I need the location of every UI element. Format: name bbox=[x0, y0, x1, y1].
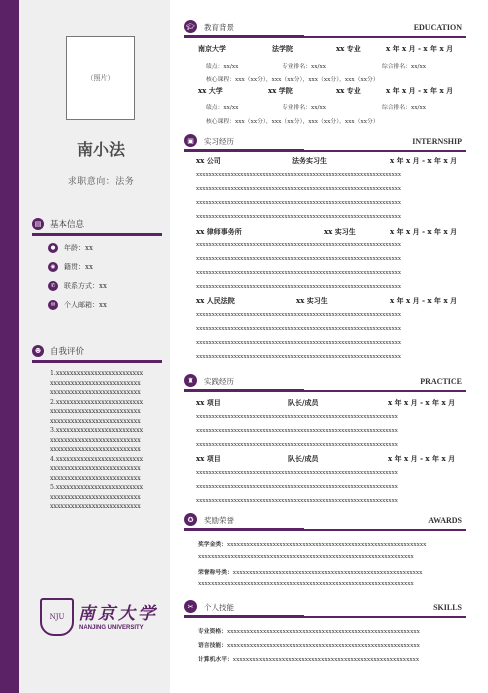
phone-icon: ✆ bbox=[48, 281, 58, 291]
award-item bbox=[198, 581, 464, 587]
basic-info-heading bbox=[32, 218, 84, 230]
university-seal-icon bbox=[40, 598, 74, 636]
edu-period: x 年 x 月 - x 年 x 月 bbox=[386, 86, 454, 95]
eval-line: 3.xxxxxxxxxxxxxxxxxxxxxxxxx bbox=[50, 427, 144, 434]
practice-org: xx 项目 bbox=[196, 454, 221, 463]
practice-role: 队长/成员 bbox=[288, 454, 319, 463]
intern-desc-line: xxxxxxxxxxxxxxxxxxxxxxxxxxxxxxxxxxxxxxxxxxxxxxxxxxxxxxxxxxxxxxxxx bbox=[196, 214, 402, 220]
practice-title-cn: 实践经历 bbox=[204, 377, 234, 386]
candidate-name: 南小法 bbox=[76, 140, 125, 159]
eval-line: xxxxxxxxxxxxxxxxxxxxxxxxxx bbox=[50, 436, 141, 444]
award-value: xxxxxxxxxxxxxxxxxxxxxxxxxxxxxxxxxxxxxxxxxxxxxxxxxxxxxxxxxx bbox=[232, 570, 423, 576]
edu-rank: 专业排名：xx/xx bbox=[282, 64, 327, 70]
edu-major: xx 专业 bbox=[336, 86, 361, 95]
intern-desc-line: xxxxxxxxxxxxxxxxxxxxxxxxxxxxxxxxxxxxxxxxxxxxxxxxxxxxxxxxxxxxxxxxx bbox=[196, 200, 402, 206]
intern-role: xx 实习生 bbox=[296, 296, 328, 305]
eval-line: xxxxxxxxxxxxxxxxxxxxxxxxxx bbox=[50, 493, 141, 501]
awards-title-cn: 奖励荣誉 bbox=[204, 516, 234, 525]
skill-value: xxxxxxxxxxxxxxxxxxxxxxxxxxxxxxxxxxxxxxxxxxxxxxxxxxxxxxxxxxx bbox=[227, 643, 420, 649]
award-label: 荣誉称号类： bbox=[198, 570, 233, 576]
skill-value: xxxxxxxxxxxxxxxxxxxxxxxxxxxxxxxxxxxxxxxxxxxxxxxxxxxxxxxxx bbox=[232, 657, 420, 663]
internship-title-cn: 实习经历 bbox=[204, 137, 234, 146]
intern-desc-line: xxxxxxxxxxxxxxxxxxxxxxxxxxxxxxxxxxxxxxxxxxxxxxxxxxxxxxxxxxxxxxxxx bbox=[196, 186, 402, 192]
info-row-age bbox=[48, 243, 93, 253]
info-email: 个人邮箱：xx bbox=[64, 301, 107, 309]
person-icon: ● bbox=[48, 243, 58, 253]
location-icon: ◉ bbox=[48, 262, 58, 272]
intern-desc-line: xxxxxxxxxxxxxxxxxxxxxxxxxxxxxxxxxxxxxxxxxxxxxxxxxxxxxxxxxxxxxxxxx bbox=[196, 340, 402, 346]
section-rule bbox=[184, 149, 466, 152]
self-eval-rule bbox=[32, 360, 162, 363]
practice-desc-line: xxxxxxxxxxxxxxxxxxxxxxxxxxxxxxxxxxxxxxxxxxxxxxxxxxxxxxxxxxxxxxxx bbox=[196, 442, 398, 448]
intern-desc-line: xxxxxxxxxxxxxxxxxxxxxxxxxxxxxxxxxxxxxxxxxxxxxxxxxxxxxxxxxxxxxxxxx bbox=[196, 172, 402, 178]
edu-period: x 年 x 月 - x 年 x 月 bbox=[386, 44, 454, 53]
practice-desc-line: xxxxxxxxxxxxxxxxxxxxxxxxxxxxxxxxxxxxxxxxxxxxxxxxxxxxxxxxxxxxxxxx bbox=[196, 428, 398, 434]
award-item bbox=[198, 567, 464, 576]
info-phone: 联系方式：xx bbox=[64, 282, 107, 290]
award-item bbox=[198, 554, 464, 560]
edu-school: xx 大学 bbox=[198, 86, 223, 95]
practice-period: x 年 x 月 - x 年 x 月 bbox=[388, 398, 456, 407]
intern-desc-line: xxxxxxxxxxxxxxxxxxxxxxxxxxxxxxxxxxxxxxxxxxxxxxxxxxxxxxxxxxxxxxxxx bbox=[196, 312, 402, 318]
eval-line: xxxxxxxxxxxxxxxxxxxxxxxxxx bbox=[50, 417, 141, 425]
skill-label: 专业资格： bbox=[198, 629, 227, 635]
award-value: xxxxxxxxxxxxxxxxxxxxxxxxxxxxxxxxxxxxxxxxxxxxxxxxxxxxxxxxxxxxxxxxxx bbox=[198, 581, 414, 587]
eval-line: xxxxxxxxxxxxxxxxxxxxxxxxxx bbox=[50, 446, 141, 453]
medal-icon: ✪ bbox=[184, 513, 197, 526]
edu-overall: 综合排名：xx/xx bbox=[382, 105, 427, 111]
intern-role: 法务实习生 bbox=[292, 156, 327, 165]
intern-desc-line: xxxxxxxxxxxxxxxxxxxxxxxxxxxxxxxxxxxxxxxxxxxxxxxxxxxxxxxxxxxxxxxxx bbox=[196, 326, 402, 332]
info-row-email bbox=[48, 300, 107, 310]
practice-desc-line: xxxxxxxxxxxxxxxxxxxxxxxxxxxxxxxxxxxxxxxxxxxxxxxxxxxxxxxxxxxxxxxx bbox=[196, 470, 398, 476]
practice-desc-line: xxxxxxxxxxxxxxxxxxxxxxxxxxxxxxxxxxxxxxxxxxxxxxxxxxxxxxxxxxxxxxxx bbox=[196, 498, 398, 504]
graduation-cap-icon: 🎓︎ bbox=[184, 20, 197, 33]
awards-section bbox=[184, 513, 466, 587]
eval-line: 1.xxxxxxxxxxxxxxxxxxxxxxxxx bbox=[50, 370, 144, 377]
award-value: xxxxxxxxxxxxxxxxxxxxxxxxxxxxxxxxxxxxxxxxxxxxxxxxxxxxxxxxxxxxx bbox=[227, 542, 427, 548]
mail-icon: ✉ bbox=[48, 300, 58, 310]
education-title-en: EDUCATION bbox=[413, 23, 462, 32]
practice-desc-line: xxxxxxxxxxxxxxxxxxxxxxxxxxxxxxxxxxxxxxxxxxxxxxxxxxxxxxxxxxxxxxxx bbox=[196, 414, 398, 420]
logo-cn: 南京大学 bbox=[78, 604, 158, 624]
photo-label: （照片） bbox=[86, 74, 115, 82]
skill-item bbox=[198, 626, 464, 635]
edu-rank: 专业排名：xx/xx bbox=[282, 105, 327, 111]
university-logo bbox=[40, 598, 160, 638]
skill-label: 语言技能： bbox=[198, 643, 227, 649]
intern-period: x 年 x 月 - x 年 x 月 bbox=[390, 296, 458, 305]
award-value: xxxxxxxxxxxxxxxxxxxxxxxxxxxxxxxxxxxxxxxxxxxxxxxxxxxxxxxxxxxxxxxxxx bbox=[198, 554, 414, 560]
id-card-icon: ▤ bbox=[32, 218, 44, 230]
internship-section bbox=[184, 134, 466, 360]
edu-college: xx 学院 bbox=[268, 86, 293, 95]
edu-gpa: 绩点：xx/xx bbox=[206, 64, 239, 70]
internship-title-en: INTERNSHIP bbox=[412, 137, 462, 146]
section-rule bbox=[184, 615, 466, 618]
eval-line: 2.xxxxxxxxxxxxxxxxxxxxxxxxx bbox=[50, 398, 144, 406]
eval-line: 5.xxxxxxxxxxxxxxxxxxxxxxxxx bbox=[50, 484, 144, 491]
practice-section bbox=[184, 374, 466, 504]
skill-item bbox=[198, 640, 464, 649]
intern-role: xx 实习生 bbox=[324, 227, 356, 236]
self-eval-title: 自我评价 bbox=[50, 347, 85, 357]
edu-major: xx 专业 bbox=[336, 44, 361, 53]
seal-text: NJU bbox=[49, 613, 65, 621]
basic-info-title: 基本信息 bbox=[50, 220, 85, 230]
people-icon: ☻ bbox=[32, 345, 44, 357]
briefcase-icon: ▣ bbox=[184, 134, 197, 147]
self-eval-text bbox=[50, 369, 160, 512]
tools-icon: ✂ bbox=[184, 600, 197, 613]
eval-line: 4.xxxxxxxxxxxxxxxxxxxxxxxxx bbox=[50, 455, 144, 463]
intern-org: xx 人民法院 bbox=[196, 296, 235, 305]
skill-item bbox=[198, 654, 464, 663]
eval-line: xxxxxxxxxxxxxxxxxxxxxxxxxx bbox=[50, 389, 141, 396]
practice-title-en: PRACTICE bbox=[420, 377, 462, 386]
intern-org: xx 公司 bbox=[196, 156, 221, 165]
job-intent: 求职意向：法务 bbox=[67, 177, 135, 187]
skill-value: xxxxxxxxxxxxxxxxxxxxxxxxxxxxxxxxxxxxxxxxxxxxxxxxxxxxxxxxxxx bbox=[227, 629, 420, 635]
eval-line: xxxxxxxxxxxxxxxxxxxxxxxxxx bbox=[50, 379, 141, 387]
award-label: 奖学金类： bbox=[198, 542, 227, 548]
intern-desc-line: xxxxxxxxxxxxxxxxxxxxxxxxxxxxxxxxxxxxxxxxxxxxxxxxxxxxxxxxxxxxxxxxx bbox=[196, 284, 402, 290]
section-rule bbox=[184, 389, 466, 392]
award-item bbox=[198, 539, 464, 548]
practice-org: xx 项目 bbox=[196, 398, 221, 407]
info-age: 年龄：xx bbox=[64, 244, 93, 252]
edu-school: 南京大学 bbox=[198, 44, 226, 53]
edu-gpa: 绩点：xx/xx bbox=[206, 105, 239, 111]
education-title-cn: 教育背景 bbox=[204, 23, 234, 32]
intern-period: x 年 x 月 - x 年 x 月 bbox=[390, 156, 458, 165]
flask-icon: ♜ bbox=[184, 374, 197, 387]
intern-period: x 年 x 月 - x 年 x 月 bbox=[390, 227, 458, 236]
edu-college: 法学院 bbox=[272, 44, 293, 53]
eval-line: xxxxxxxxxxxxxxxxxxxxxxxxxx bbox=[50, 465, 141, 472]
awards-title-en: AWARDS bbox=[428, 516, 462, 525]
skills-title-cn: 个人技能 bbox=[204, 603, 234, 612]
info-row-phone bbox=[48, 281, 107, 291]
skills-title-en: SKILLS bbox=[433, 603, 462, 612]
practice-role: 队长/成员 bbox=[288, 398, 319, 407]
section-rule bbox=[184, 528, 466, 531]
skill-label: 计算机水平： bbox=[198, 657, 233, 663]
self-eval-heading bbox=[32, 345, 84, 357]
eval-line: xxxxxxxxxxxxxxxxxxxxxxxxxx bbox=[50, 408, 141, 415]
intern-desc-line: xxxxxxxxxxxxxxxxxxxxxxxxxxxxxxxxxxxxxxxxxxxxxxxxxxxxxxxxxxxxxxxxx bbox=[196, 354, 402, 360]
practice-period: x 年 x 月 - x 年 x 月 bbox=[388, 454, 456, 463]
skills-section bbox=[184, 600, 466, 663]
eval-line: xxxxxxxxxxxxxxxxxxxxxxxxxx bbox=[50, 474, 141, 482]
section-rule bbox=[184, 35, 466, 38]
edu-courses: 核心课程：xxx（xx分），xxx（xx分），xxx（xx分），xxx（xx分） bbox=[206, 77, 379, 83]
intern-desc-line: xxxxxxxxxxxxxxxxxxxxxxxxxxxxxxxxxxxxxxxxxxxxxxxxxxxxxxxxxxxxxxxxx bbox=[196, 270, 402, 276]
intern-org: xx 律师事务所 bbox=[196, 227, 242, 236]
info-hometown: 籍贯：xx bbox=[64, 263, 93, 271]
education-section bbox=[184, 20, 466, 125]
edu-courses: 核心课程：xxx（xx分），xxx（xx分），xxx（xx分），xxx（xx分） bbox=[206, 119, 379, 125]
practice-desc-line: xxxxxxxxxxxxxxxxxxxxxxxxxxxxxxxxxxxxxxxxxxxxxxxxxxxxxxxxxxxxxxxx bbox=[196, 484, 398, 490]
photo-placeholder bbox=[66, 36, 135, 120]
left-accent-bar bbox=[0, 0, 19, 693]
intern-desc-line: xxxxxxxxxxxxxxxxxxxxxxxxxxxxxxxxxxxxxxxxxxxxxxxxxxxxxxxxxxxxxxxxx bbox=[196, 242, 402, 248]
eval-line: xxxxxxxxxxxxxxxxxxxxxxxxxx bbox=[50, 503, 141, 510]
basic-info-rule bbox=[32, 233, 162, 236]
intern-desc-line: xxxxxxxxxxxxxxxxxxxxxxxxxxxxxxxxxxxxxxxxxxxxxxxxxxxxxxxxxxxxxxxxx bbox=[196, 256, 402, 262]
info-row-hometown bbox=[48, 262, 93, 272]
edu-overall: 综合排名：xx/xx bbox=[382, 64, 427, 70]
logo-en: NANJING UNIVERSITY bbox=[79, 625, 144, 631]
